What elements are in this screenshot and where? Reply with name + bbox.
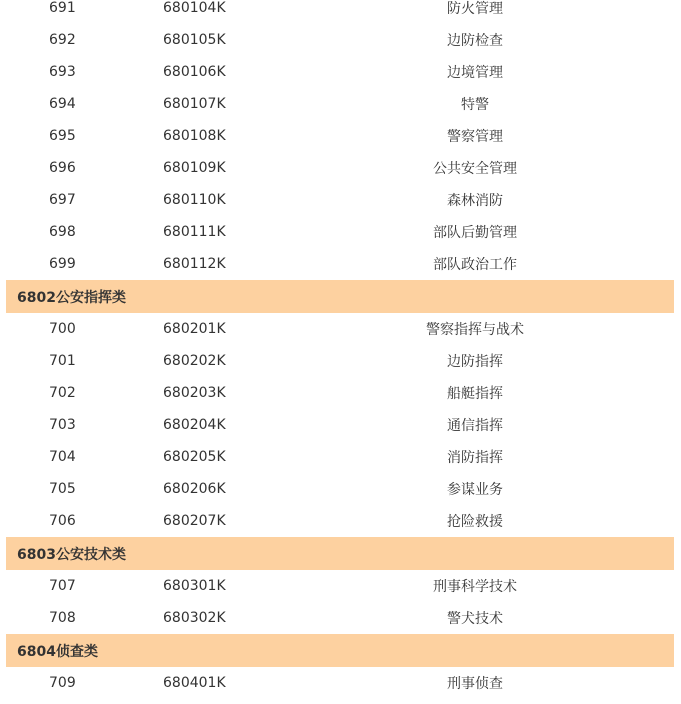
major-code: 680110K [163,192,226,208]
major-name: 警犬技术 [447,611,503,627]
major-name: 通信指挥 [447,418,503,434]
row-number: 709 [49,675,76,691]
row-number: 704 [49,449,76,465]
table-row [6,120,674,152]
major-name: 边防指挥 [447,354,503,370]
major-name: 抢险救援 [447,514,503,530]
table-row [6,313,674,345]
table-row [6,216,674,248]
row-number: 698 [49,224,76,240]
major-code: 680203K [163,385,226,401]
table-row [6,602,674,634]
row-number: 706 [49,513,76,529]
table-row [6,505,674,537]
major-name: 消防指挥 [447,450,503,466]
table-row [6,56,674,88]
major-code: 680206K [163,481,226,497]
row-number: 696 [49,160,76,176]
major-code: 680302K [163,610,226,626]
table-row [6,441,674,473]
row-number: 700 [49,321,76,337]
major-code: 680107K [163,96,226,112]
row-number: 697 [49,192,76,208]
major-code: 680201K [163,321,226,337]
row-number: 691 [49,0,76,16]
row-number: 705 [49,481,76,497]
major-name: 部队政治工作 [433,257,517,273]
major-code: 680105K [163,32,226,48]
major-name: 防火管理 [447,1,503,17]
row-number: 703 [49,417,76,433]
row-number: 707 [49,578,76,594]
major-code: 680109K [163,160,226,176]
major-code: 680204K [163,417,226,433]
row-number: 699 [49,256,76,272]
row-number: 693 [49,64,76,80]
major-name: 警察指挥与战术 [426,322,524,338]
major-name: 公共安全管理 [433,161,517,177]
category-header: 6804侦查类 [6,634,674,667]
row-number: 694 [49,96,76,112]
major-name: 船艇指挥 [447,386,503,402]
major-name: 特警 [461,97,489,113]
table-row [6,345,674,377]
major-name: 刑事科学技术 [433,579,517,595]
major-name: 警察管理 [447,129,503,145]
table-row [6,152,674,184]
table-row [6,473,674,505]
major-code: 680104K [163,0,226,16]
table-row [6,88,674,120]
major-table [6,0,674,699]
major-name: 刑事侦查 [447,676,503,692]
major-code: 680401K [163,675,226,691]
row-number: 708 [49,610,76,626]
major-code: 680111K [163,224,226,240]
major-name: 边境管理 [447,65,503,81]
major-code: 680301K [163,578,226,594]
table-row [6,184,674,216]
major-code: 680205K [163,449,226,465]
table-row [6,24,674,56]
table-row [6,409,674,441]
table-row [6,248,674,280]
row-number: 701 [49,353,76,369]
major-name: 森林消防 [447,193,503,209]
row-number: 695 [49,128,76,144]
major-name: 参谋业务 [447,482,503,498]
row-number: 702 [49,385,76,401]
major-code: 680202K [163,353,226,369]
major-code: 680207K [163,513,226,529]
table-row [6,377,674,409]
major-code: 680112K [163,256,226,272]
table-row [6,0,674,24]
major-name: 部队后勤管理 [433,225,517,241]
category-header: 6803公安技术类 [6,537,674,570]
major-name: 边防检查 [447,33,503,49]
row-number: 692 [49,32,76,48]
category-header: 6802公安指挥类 [6,280,674,313]
table-row [6,570,674,602]
major-code: 680108K [163,128,226,144]
major-code: 680106K [163,64,226,80]
table-row [6,667,674,699]
